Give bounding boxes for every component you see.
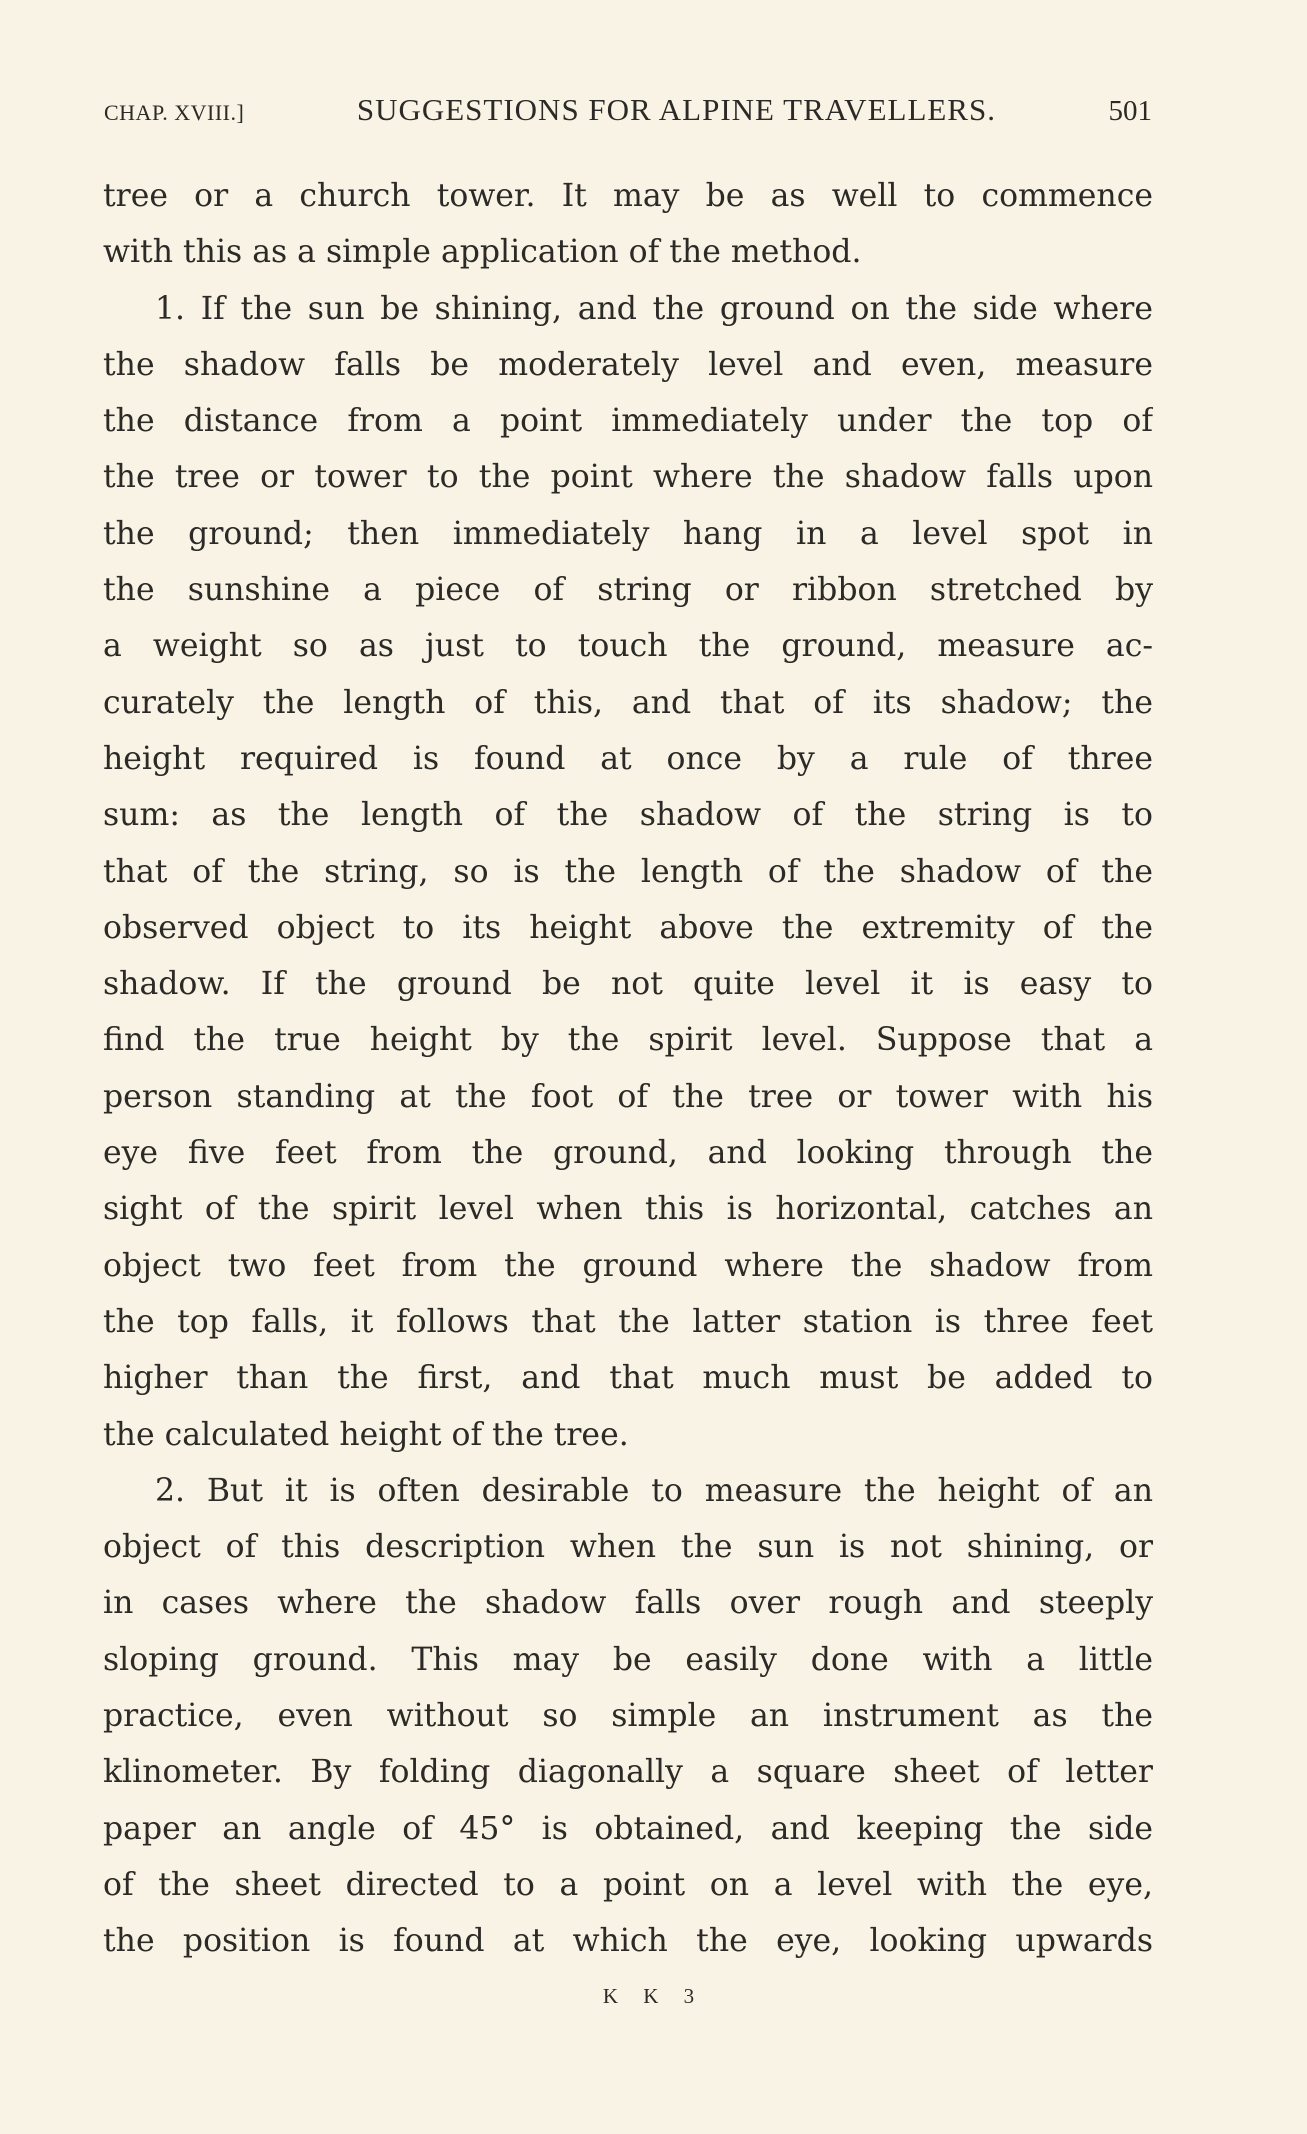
page-number: 501 <box>1108 95 1152 127</box>
text-line: tree or a church tower. It may be as well to commence <box>103 178 1153 214</box>
text-line: of the sheet directed to a point on a level with the eye, <box>103 1866 1153 1903</box>
running-head <box>104 92 1152 132</box>
text-line: object two feet from the ground where the shadow from <box>103 1247 1153 1284</box>
text-line: curately the length of this, and that of its shadow; the <box>103 684 1153 721</box>
text-line: a weight so as just to touch the ground, measure ac- <box>103 628 1153 665</box>
text-line: sloping ground. This may be easily done with a little <box>103 1641 1153 1678</box>
text-line: the ground; then immediately hang in a level spot in <box>103 515 1153 552</box>
text-line: with this as a simple application of the method. <box>103 234 862 271</box>
text-line: the calculated height of the tree. <box>103 1416 629 1453</box>
text-line: person standing at the foot of the tree or tower with his <box>103 1078 1153 1115</box>
text-line: observed object to its height above the extremity of the <box>103 909 1153 946</box>
chapter-reference: CHAP. XVIII.] <box>104 100 245 125</box>
text-line: paper an angle of 45° is obtained, and keeping the side <box>103 1810 1153 1847</box>
signature-mark: K K 3 <box>602 1984 705 2008</box>
text-line: the sunshine a piece of string or ribbon stretched by <box>103 572 1153 609</box>
text-line: object of this description when the sun is not shining, or <box>103 1529 1153 1566</box>
paragraph-1-start: 1. If the sun be shining, and the ground on the side where <box>155 290 1153 327</box>
text-line: eye five feet from the ground, and looking through the <box>103 1135 1153 1172</box>
text-line: the tree or tower to the point where the shadow falls upon <box>103 459 1153 496</box>
running-title: SUGGESTIONS FOR ALPINE TRAVELLERS. <box>356 92 996 127</box>
text-line: in cases where the shadow falls over rough and steeply <box>103 1585 1153 1622</box>
text-line: find the true height by the spirit level. Suppose that a <box>103 1022 1153 1059</box>
text-line: practice, even without so simple an instrument as the <box>103 1698 1153 1735</box>
text-line: the top falls, it follows that the latter station is three feet <box>103 1303 1153 1340</box>
paragraph-2-start: 2. But it is often desirable to measure the height of an <box>155 1472 1153 1509</box>
text-line: klinometer. By folding diagonally a square sheet of letter <box>103 1754 1153 1791</box>
body-text <box>103 168 1153 1970</box>
text-line: the shadow falls be moderately level and even, measure <box>103 346 1153 383</box>
text-line: height required is found at once by a rule of three <box>103 740 1153 777</box>
text-line: the distance from a point immediately under the top of <box>103 403 1153 440</box>
text-line: higher than the first, and that much must be added to <box>103 1360 1153 1397</box>
text-line: sum: as the length of the shadow of the string is to <box>103 797 1153 834</box>
text-line: shadow. If the ground be not quite level it is easy to <box>103 966 1153 1003</box>
text-line: that of the string, so is the length of the shadow of the <box>103 853 1153 890</box>
text-line: the position is found at which the eye, looking upwards <box>103 1923 1153 1960</box>
text-line: sight of the spirit level when this is horizontal, catches an <box>103 1191 1153 1228</box>
